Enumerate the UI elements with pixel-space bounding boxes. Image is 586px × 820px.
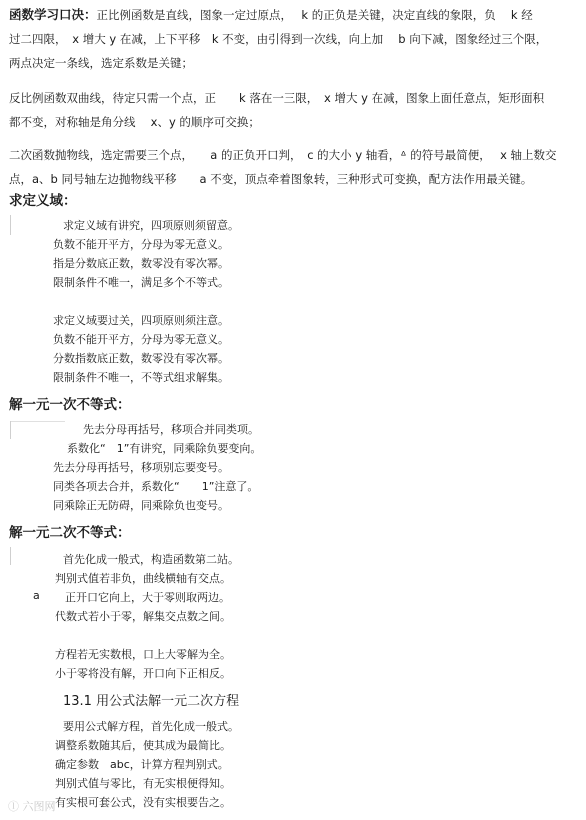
poem-line: 系数化“ 1”有讲究，同乘除负要变向。 xyxy=(67,442,262,455)
paragraph-inverse-function xyxy=(9,86,578,134)
section-heading-quadratic-inequality: 解一元二次不等式： xyxy=(9,525,131,541)
variable-label: a xyxy=(33,589,40,602)
text-line: 点，a、b 同号轴左边抛物线平移 a 不变，顶点牵着图象转，三种形式可变换，配方法作用最关键。 xyxy=(9,172,533,186)
poem-line: 限制条件不唯一，满足多个不等式。 xyxy=(53,276,229,289)
divider xyxy=(10,215,11,235)
poem-line: 同类各项去合并，系数化“ 1”注意了。 xyxy=(53,480,259,493)
doc-title: 函数学习口决： xyxy=(9,7,97,22)
poem-line: 分数指数底正数，数零没有零次幂。 xyxy=(53,352,229,365)
poem-line: 方程若无实数根，口上大零解为全。 xyxy=(55,648,231,661)
subsection-title: 13.1 用公式法解一元二次方程 xyxy=(63,694,240,709)
text-line: 正比例函数是直线，图象一定过原点， k 的正负是关键，决定直线的象限，负 k 经 xyxy=(96,8,533,22)
section-heading-domain: 求定义域： xyxy=(9,193,77,209)
poem-line: 负数不能开平方，分母为零无意义。 xyxy=(53,238,229,251)
poem-line: 负数不能开平方，分母为零无意义。 xyxy=(53,333,229,346)
watermark-logo-icon: ⓛ xyxy=(8,800,23,813)
poem-quadratic-inequality xyxy=(55,550,239,683)
paragraph-linear-function xyxy=(9,3,578,75)
poem-line: 指是分数底正数，数零没有零次幂。 xyxy=(53,257,229,270)
text-line: 二次函数抛物线，选定需要三个点， a 的正负开口判， c 的大小 y 轴看，ᐞ 的符号最简便， x 轴上数交 xyxy=(9,148,557,162)
poem-line xyxy=(55,626,239,645)
poem-line: 小于零将没有解，开口向下正相反。 xyxy=(55,667,231,680)
poem-line: 求定义域要过关，四项原则须注意。 xyxy=(53,314,229,327)
divider xyxy=(10,421,11,439)
text-line: 两点决定一条线，选定系数是关键； xyxy=(9,56,193,70)
poem-line xyxy=(53,292,239,311)
poem-domain xyxy=(53,216,239,387)
poem-quadratic-formula xyxy=(55,717,239,812)
poem-line: 同乘除正无防碍，同乘除负也变号。 xyxy=(53,499,229,512)
poem-line: 要用公式解方程，首先化成一般式。 xyxy=(63,720,239,733)
section-heading-linear-inequality: 解一元一次不等式： xyxy=(9,397,131,413)
poem-line: 首先化成一般式，构造函数第二站。 xyxy=(63,553,239,566)
watermark xyxy=(8,798,56,814)
poem-line: 先去分母再括号，移项合并同类项。 xyxy=(83,423,259,436)
poem-line: 求定义域有讲究，四项原则须留意。 xyxy=(63,219,239,232)
poem-line: 有实根可套公式，没有实根要告之。 xyxy=(55,796,231,809)
poem-line: 正开口它向上，大于零则取两边。 xyxy=(65,591,230,604)
text-line: 都不变，对称轴是角分线 x、y 的顺序可交换； xyxy=(9,115,260,129)
poem-line: 判别式值与零比，有无实根便得知。 xyxy=(55,777,231,790)
watermark-text: 六图网 xyxy=(22,800,56,813)
poem-line: 代数式若小于零，解集交点数之间。 xyxy=(55,610,231,623)
poem-line: 确定参数 abc，计算方程判别式。 xyxy=(55,758,229,771)
poem-linear-inequality xyxy=(53,420,261,515)
text-line: 过二四限， x 增大 y 在减，上下平移 k 不变，由引得到一次线，向上加 b 向下减，图象经过三个限， xyxy=(9,32,548,46)
poem-line: 先去分母再括号，移项别忘要变号。 xyxy=(53,461,229,474)
poem-line: 限制条件不唯一，不等式组求解集。 xyxy=(53,371,229,384)
poem-line: 判别式值若非负，曲线横轴有交点。 xyxy=(55,572,231,585)
paragraph-quadratic-function xyxy=(9,143,578,191)
poem-line: 调整系数随其后，使其成为最简比。 xyxy=(55,739,231,752)
text-line: 反比例函数双曲线，待定只需一个点，正 k 落在一三限， x 增大 y 在减，图象上面任意点，矩形面积 xyxy=(9,91,545,105)
divider xyxy=(10,547,11,565)
